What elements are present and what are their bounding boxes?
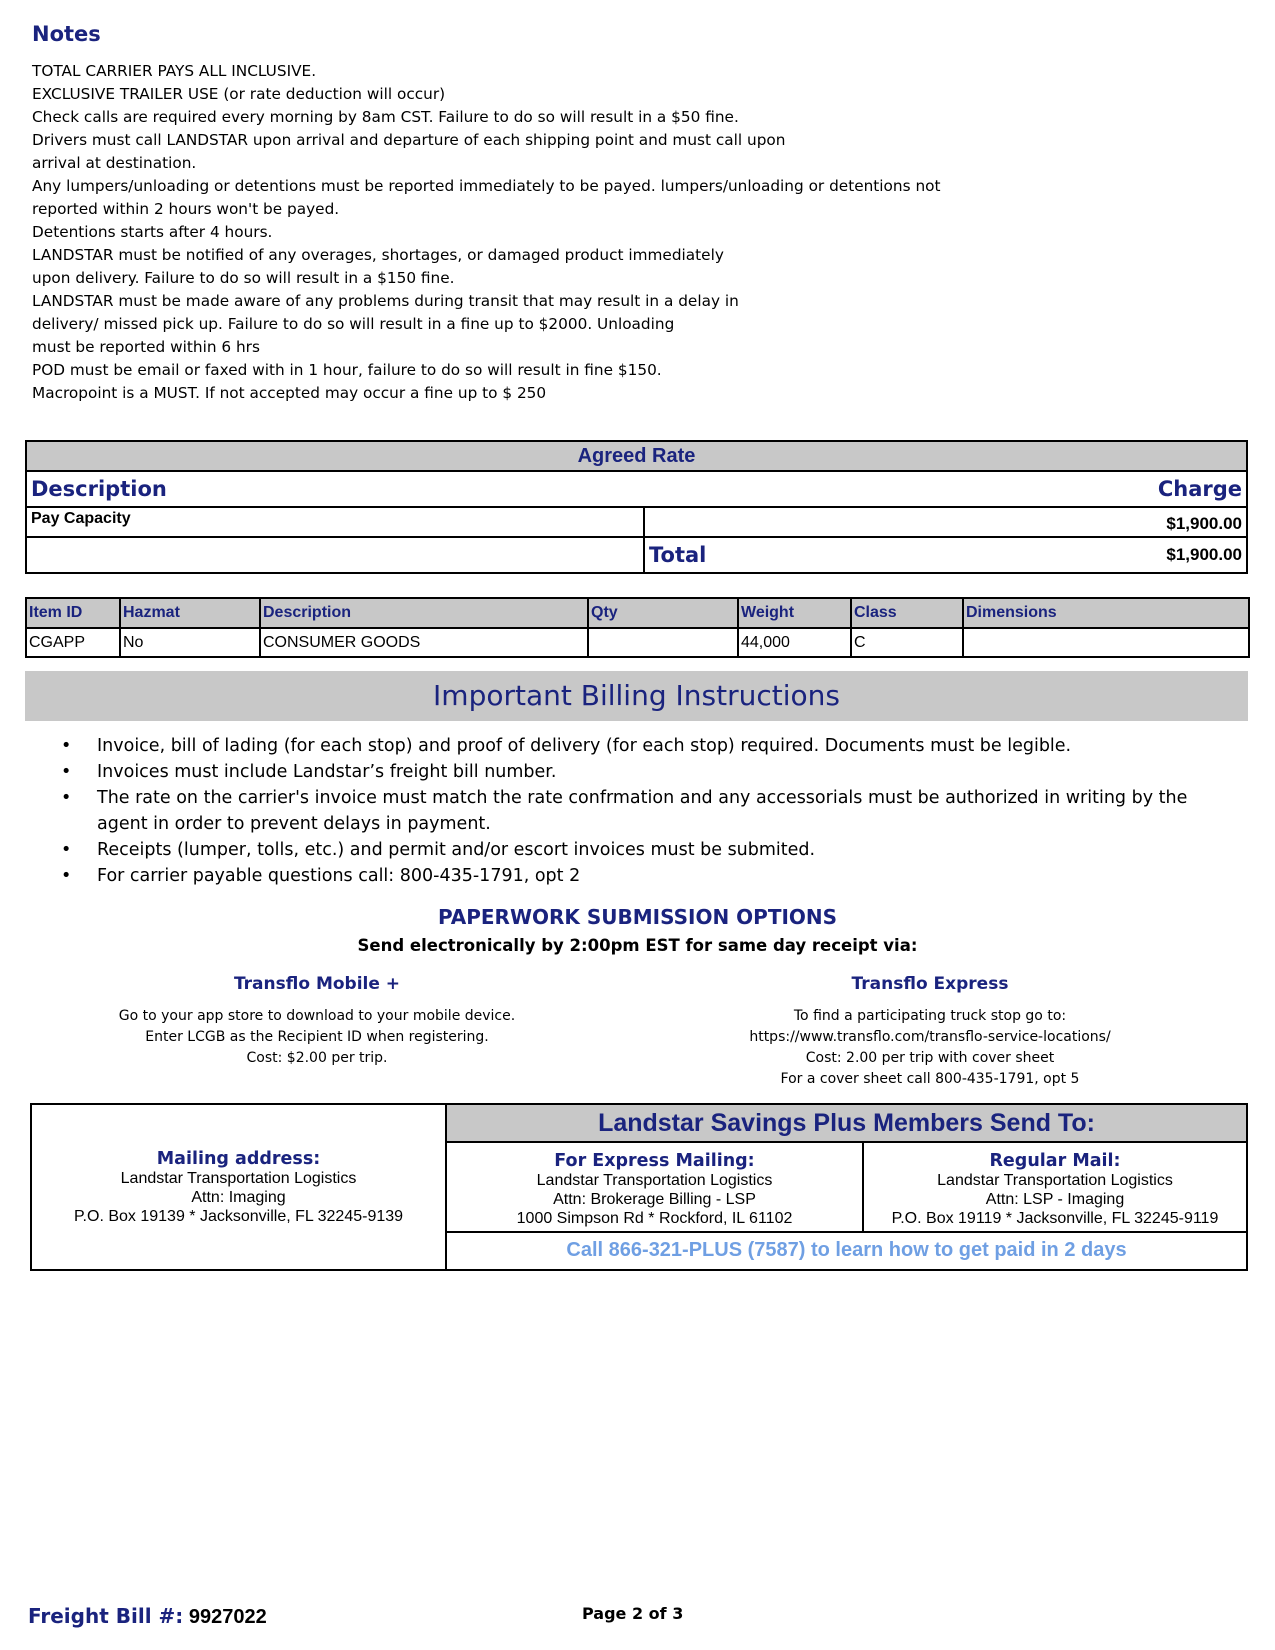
bullet-icon: •	[61, 736, 72, 756]
charge-header: Charge	[1157, 477, 1242, 501]
billing-instruction-text: Receipts (lumper, tolls, etc.) and permit and/or escort invoices must be submited.	[97, 840, 816, 860]
billing-instructions-title: Important Billing Instructions	[25, 671, 1248, 721]
note-line: Detentions starts after 4 hours.	[32, 223, 273, 241]
table-cell: C	[851, 628, 963, 657]
note-line: LANDSTAR must be made aware of any problems during transit that may result in a delay in	[32, 292, 739, 310]
note-line: reported within 2 hours won't be payed.	[32, 200, 340, 218]
freight-bill	[28, 1604, 267, 1629]
billing-instructions-list	[55, 733, 1235, 889]
total-value: $1,900.00	[1166, 545, 1242, 564]
note-line: Macropoint is a MUST. If not accepted may occur a fine up to $ 250	[32, 384, 547, 402]
note-line: Drivers must call LANDSTAR upon arrival and departure of each shipping point and must call upon	[32, 131, 786, 149]
items-column-header: Qty	[588, 598, 738, 628]
regular-mail-title: Regular Mail:	[989, 1151, 1121, 1171]
billing-instruction-text: Invoice, bill of lading (for each stop) and proof of delivery (for each stop) required. Documents must be legible.	[97, 736, 1072, 756]
description-header: Description	[31, 477, 167, 501]
transflo-express-section	[670, 974, 1190, 1090]
note-line: upon delivery. Failure to do so will result in a $150 fine.	[32, 269, 455, 287]
express-mailing-title: For Express Mailing:	[554, 1151, 755, 1171]
table-cell: No	[120, 628, 260, 657]
billing-instruction-item	[55, 759, 1235, 785]
address-line: Landstar Transportation Logistics	[120, 1170, 357, 1187]
address-line: P.O. Box 19139 * Jacksonville, FL 32245-9139	[73, 1208, 404, 1225]
notes-body	[32, 60, 952, 405]
items-column-header: Item ID	[26, 598, 120, 628]
items-column-header: Dimensions	[963, 598, 1249, 628]
express-mailing-section	[447, 1143, 864, 1233]
freight-bill-label: Freight Bill #:	[28, 1604, 184, 1628]
note-line: LANDSTAR must be notified of any overages, shortages, or damaged product immediately	[32, 246, 724, 264]
transflo-express-line: Cost: 2.00 per trip with cover sheet	[805, 1050, 1055, 1066]
items-table	[25, 597, 1250, 658]
page-number: Page 2 of 3	[582, 1604, 684, 1623]
mailing-address-section	[32, 1105, 447, 1269]
address-line: Attn: Imaging	[191, 1189, 286, 1206]
rate-line-description: Pay Capacity	[27, 508, 645, 536]
items-column-header: Description	[260, 598, 588, 628]
address-line: Attn: LSP - Imaging	[985, 1191, 1125, 1208]
mailing-box	[30, 1103, 1248, 1271]
bullet-icon: •	[61, 788, 72, 808]
freight-bill-number: 9927022	[188, 1606, 267, 1628]
bullet-icon: •	[61, 762, 72, 782]
transflo-mobile-line: Enter LCGB as the Recipient ID when registering.	[145, 1029, 489, 1045]
note-line: POD must be email or faxed with in 1 hour, failure to do so will result in fine $150.	[32, 361, 662, 379]
note-line: EXCLUSIVE TRAILER USE (or rate deduction will occur)	[32, 85, 446, 103]
table-cell	[963, 628, 1249, 657]
transflo-mobile-section	[57, 974, 577, 1069]
billing-instruction-text: Invoices must include Landstar’s freight bill number.	[97, 762, 557, 782]
table-cell	[588, 628, 738, 657]
paperwork-subtitle: Send electronically by 2:00pm EST for same day receipt via:	[357, 936, 918, 955]
transflo-mobile-line: Go to your app store to download to your mobile device.	[118, 1008, 516, 1024]
transflo-express-title: Transflo Express	[851, 974, 1009, 994]
note-line: delivery/ missed pick up. Failure to do so will result in a fine up to $2000. Unloading	[32, 315, 675, 333]
table-cell: 44,000	[738, 628, 851, 657]
bullet-icon: •	[61, 840, 72, 860]
address-line: Landstar Transportation Logistics	[536, 1172, 773, 1189]
rate-line-row	[27, 508, 1246, 538]
savings-plus-call-line: Call 866-321-PLUS (7587) to learn how to get paid in 2 days	[566, 1239, 1127, 1261]
billing-instruction-text: For carrier payable questions call: 800-435-1791, opt 2	[97, 866, 581, 886]
note-line: Any lumpers/unloading or detentions must be reported immediately to be payed. lumpers/unloading or detentions not	[32, 177, 941, 195]
rate-line-charge: $1,900.00	[1166, 514, 1242, 533]
mailing-address-title: Mailing address:	[156, 1149, 321, 1169]
agreed-rate-header: Agreed Rate	[27, 442, 1246, 472]
rate-total-row	[27, 538, 1246, 572]
savings-plus-header: Landstar Savings Plus Members Send To:	[447, 1105, 1246, 1143]
notes-title: Notes	[32, 22, 101, 46]
transflo-mobile-line: Cost: $2.00 per trip.	[246, 1050, 388, 1066]
address-line: P.O. Box 19119 * Jacksonville, FL 32245-9119	[891, 1210, 1219, 1227]
address-line: Attn: Brokerage Billing - LSP	[553, 1191, 756, 1208]
billing-instruction-item	[55, 837, 1235, 863]
billing-instruction-item	[55, 785, 1235, 837]
note-line: arrival at destination.	[32, 154, 197, 172]
billing-instruction-item	[55, 863, 1235, 889]
table-cell: CGAPP	[26, 628, 120, 657]
items-column-header: Hazmat	[120, 598, 260, 628]
total-label: Total	[649, 543, 707, 567]
bullet-icon: •	[61, 866, 72, 886]
note-line: Check calls are required every morning by 8am CST. Failure to do so will result in a $50 fine.	[32, 108, 739, 126]
items-column-header: Weight	[738, 598, 851, 628]
address-line: 1000 Simpson Rd * Rockford, IL 61102	[516, 1210, 793, 1227]
billing-instruction-text: The rate on the carrier's invoice must match the rate confrmation and any accessorials must be authorized in writing by the agent in order to prevent delays in payment.	[97, 788, 1188, 834]
agreed-rate-column-headers	[27, 472, 1246, 508]
transflo-mobile-title: Transflo Mobile +	[233, 974, 401, 994]
billing-instruction-item	[55, 733, 1235, 759]
agreed-rate-table	[25, 440, 1248, 574]
address-line: Landstar Transportation Logistics	[937, 1172, 1173, 1189]
regular-mail-section	[864, 1143, 1246, 1233]
items-column-header: Class	[851, 598, 963, 628]
note-line: must be reported within 6 hrs	[32, 338, 260, 356]
transflo-express-line: For a cover sheet call 800-435-1791, opt 5	[780, 1071, 1080, 1087]
paperwork-title: PAPERWORK SUBMISSION OPTIONS	[437, 905, 838, 929]
note-line: TOTAL CARRIER PAYS ALL INCLUSIVE.	[32, 62, 317, 80]
table-cell: CONSUMER GOODS	[260, 628, 588, 657]
table-row	[26, 628, 1249, 657]
transflo-express-line: To find a participating truck stop go to:	[793, 1008, 1067, 1024]
items-header-row	[26, 598, 1249, 628]
transflo-express-url: https://www.transflo.com/transflo-service-locations/	[749, 1029, 1111, 1045]
